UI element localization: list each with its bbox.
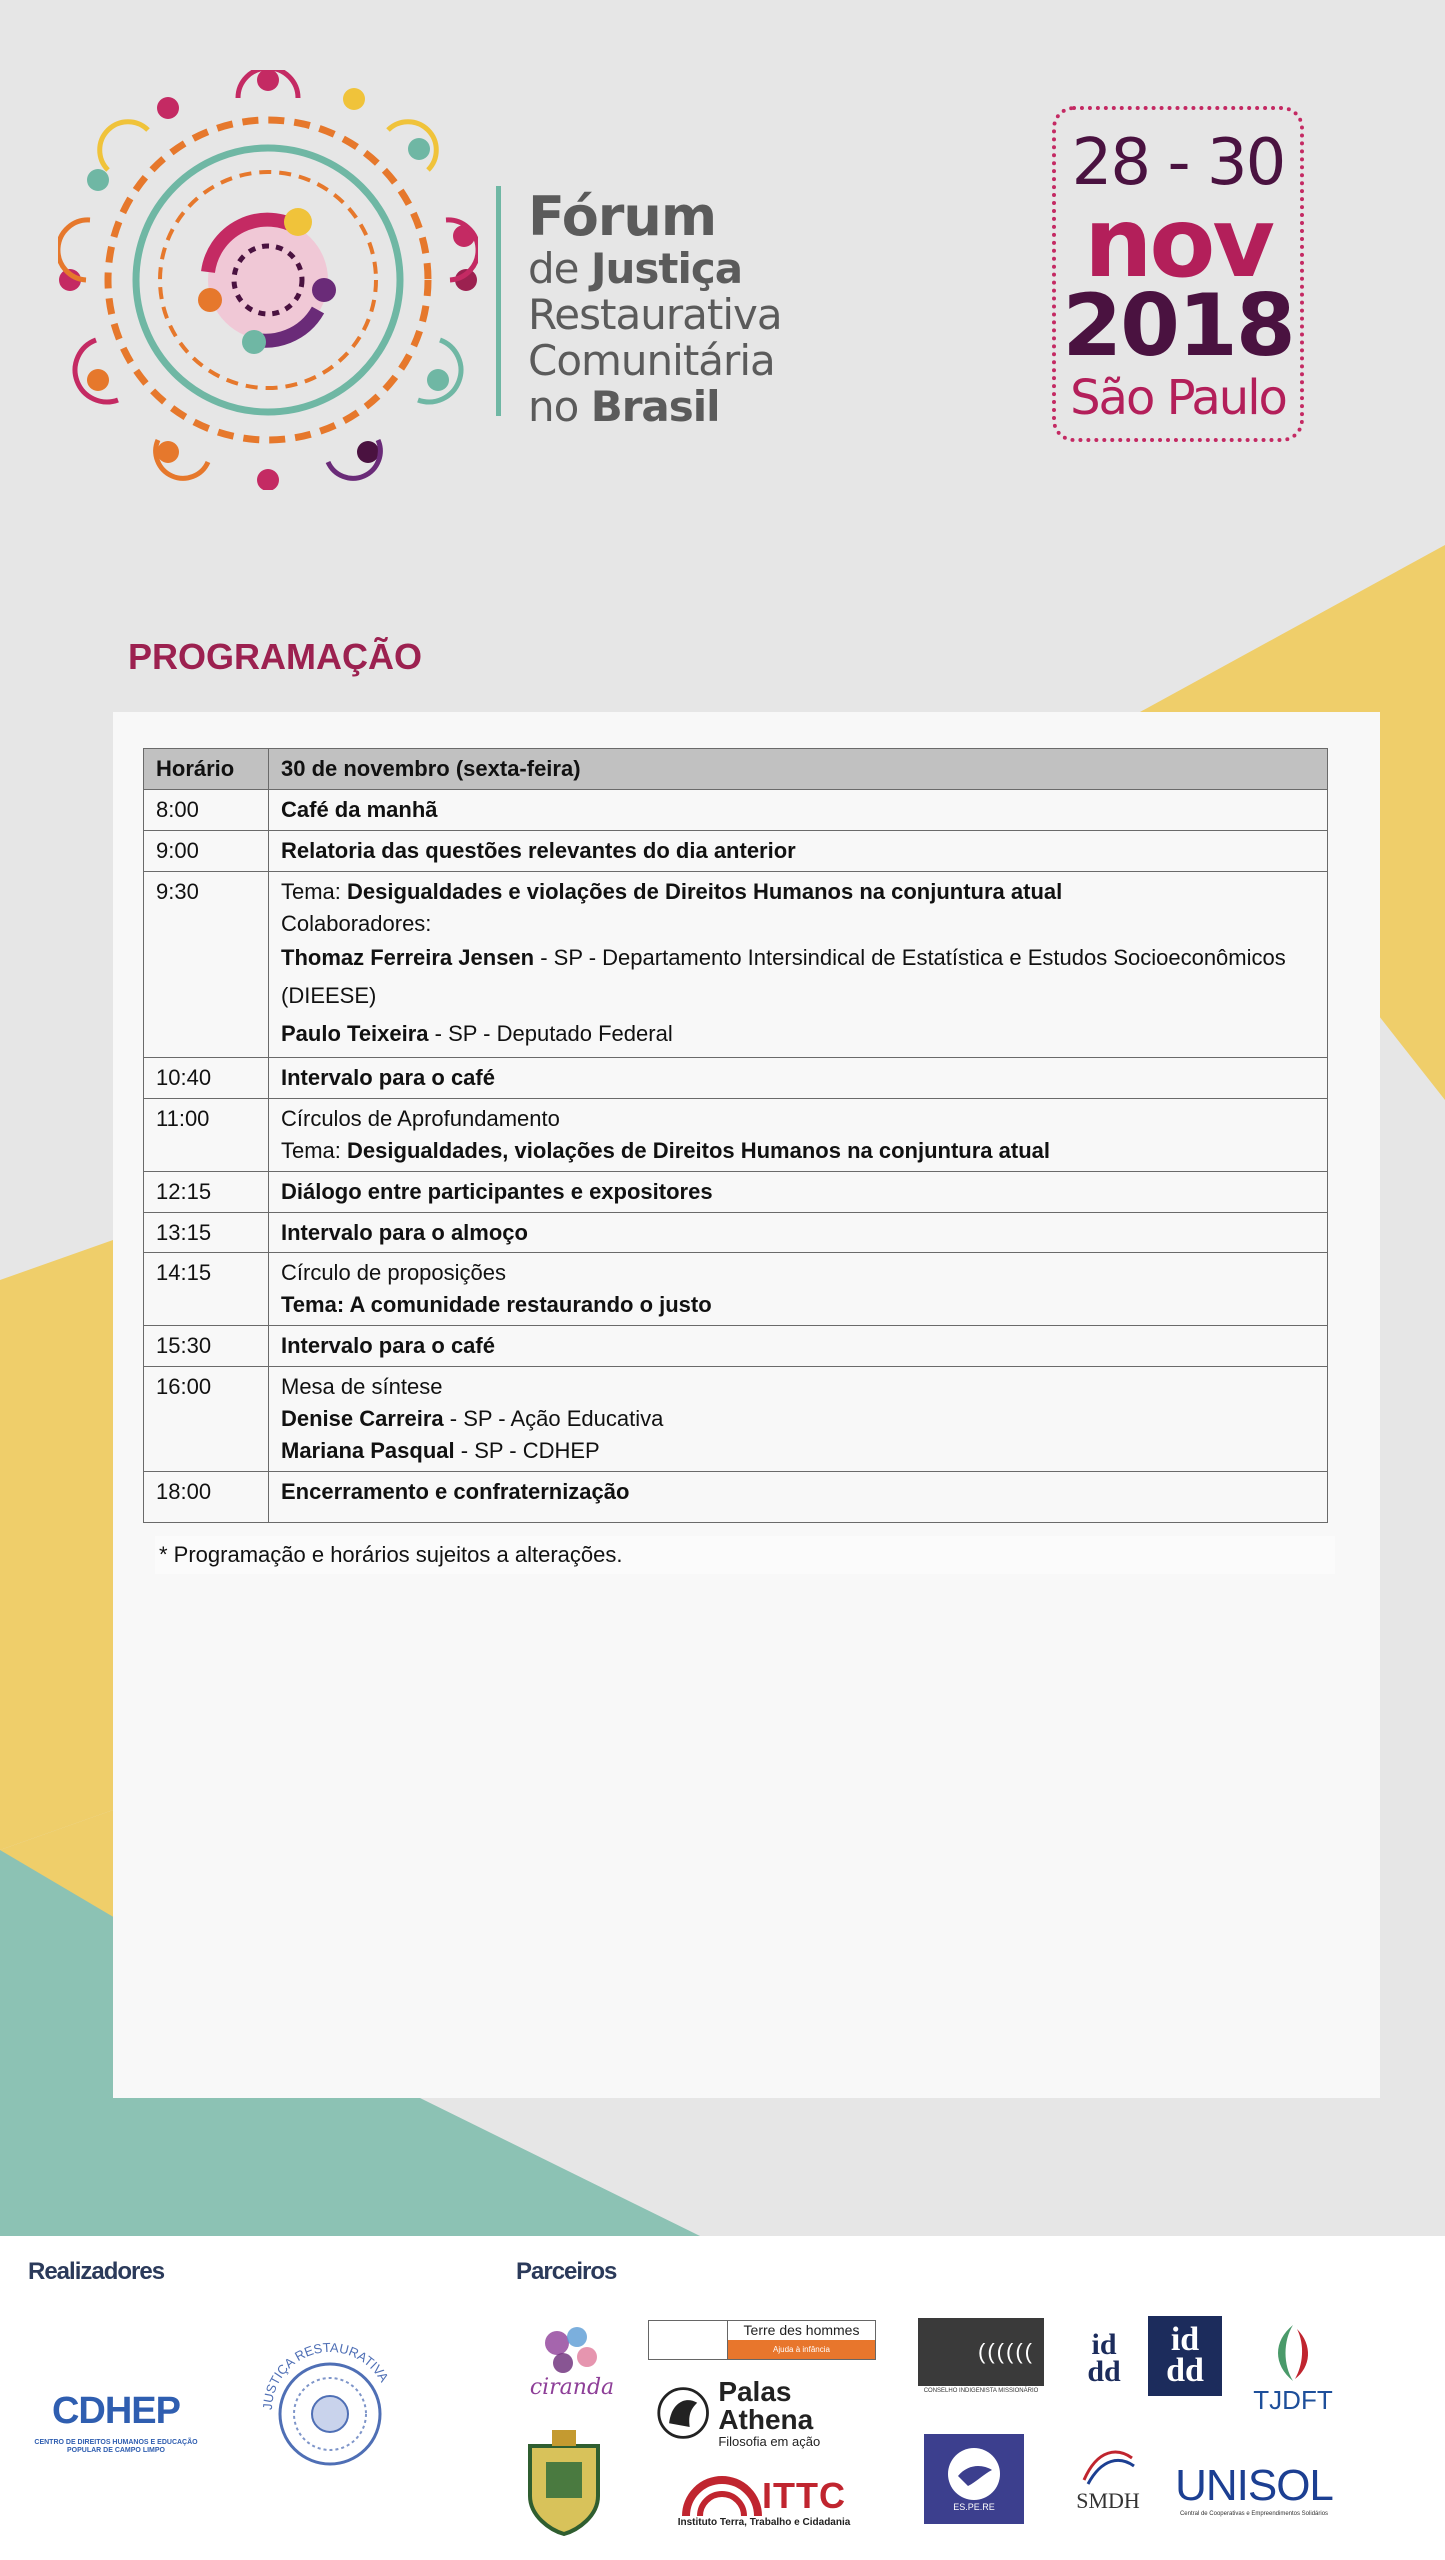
table-row [144, 1367, 1328, 1472]
cimi-subtitle: CONSELHO INDIGENISTA MISSIONÁRIO [923, 2388, 1039, 2394]
smdh-name: SMDH [1076, 2488, 1140, 2513]
table-row [144, 1057, 1328, 1098]
row-activity [269, 871, 1328, 1057]
row-activity [269, 830, 1328, 871]
activity-title: Intervalo para o almoço [281, 1219, 528, 1245]
terre-des-hommes-logo [648, 2320, 876, 2360]
table-row [144, 1471, 1328, 1522]
speaker-line [281, 1403, 1315, 1435]
row-time: 13:15 [144, 1212, 269, 1253]
header-day: 30 de novembro (sexta-feira) [269, 749, 1328, 790]
iddd-bottom: dd [1087, 2355, 1121, 2388]
tjdft-name: TJDFT [1253, 2384, 1333, 2415]
table-row [144, 871, 1328, 1057]
row-activity [269, 1471, 1328, 1522]
row-time: 12:15 [144, 1171, 269, 1212]
speaker-role: - SP - Departamento Intersindical de Estatística e Estudos Socioeconômicos (DIEESE) [281, 945, 1286, 1009]
row-time: 9:30 [144, 871, 269, 1057]
ittc-top [682, 2475, 846, 2517]
tema-label: Tema: [281, 878, 348, 904]
activity-tema [281, 1135, 1315, 1167]
speaker-line [281, 1015, 1315, 1053]
tema-text: Desigualdades e violações de Direitos Humanos na conjuntura atual [347, 878, 1063, 904]
tdh-name: Terre des hommes [728, 2321, 875, 2340]
table-row [144, 830, 1328, 871]
forum-title-line2 [528, 244, 782, 293]
forum-title-line4: Comunitária [528, 336, 775, 385]
row-time: 10:40 [144, 1057, 269, 1098]
speaker-role: - SP - CDHEP [454, 1437, 600, 1463]
date-range: 28 - 30 [1071, 126, 1285, 200]
speaker-line [281, 939, 1315, 1015]
row-time: 16:00 [144, 1367, 269, 1472]
activity-line: Círculo de proposições [281, 1260, 507, 1286]
activity-title: Intervalo para o café [281, 1064, 495, 1090]
justica-restaurativa-seal [252, 2332, 408, 2488]
speaker-name: Paulo Teixeira [281, 1021, 429, 1047]
tdh-subtitle: Ajuda à infância [728, 2340, 875, 2359]
row-activity [269, 1212, 1328, 1253]
row-activity [269, 789, 1328, 830]
palas-athena-logo [656, 2375, 882, 2449]
iddd-logo-light [1076, 2320, 1132, 2396]
coat-of-arms-icon [516, 2426, 612, 2536]
table-row [144, 789, 1328, 830]
activity-title: Encerramento e confraternização [281, 1478, 630, 1504]
forum-title-justica: Justiça [590, 244, 743, 293]
smdh-logo [1062, 2434, 1154, 2524]
colab-label: Colaboradores: [281, 910, 432, 936]
row-activity [269, 1253, 1328, 1326]
activity-line: Círculos de Aprofundamento [281, 1105, 560, 1131]
iddd-top: id [1091, 2328, 1117, 2361]
activity-title: Diálogo entre participantes e expositores [281, 1178, 713, 1204]
row-time: 14:15 [144, 1253, 269, 1326]
forum-title [528, 185, 782, 431]
cdhep-logo [28, 2362, 204, 2482]
iddd-logo-dark [1148, 2316, 1222, 2396]
tdh-face-icon [649, 2321, 728, 2359]
row-time: 11:00 [144, 1098, 269, 1171]
activity-title: Relatoria das questões relevantes do dia anterior [281, 837, 796, 863]
row-time: 15:30 [144, 1326, 269, 1367]
footer-sponsors [0, 2236, 1445, 2560]
forum-title-line1: Fórum [528, 185, 717, 248]
date-year: 2018 [1062, 276, 1294, 377]
table-row [144, 1212, 1328, 1253]
date-month: nov [1084, 187, 1272, 299]
ciranda-name: ciranda [529, 2374, 615, 2400]
activity-tema: Tema: A comunidade restaurando o justo [281, 1292, 712, 1318]
ciranda-logo [516, 2316, 628, 2408]
speaker-line [281, 1435, 1315, 1467]
cimi-feather-icon: (((((( [918, 2318, 1044, 2386]
table-row [144, 1253, 1328, 1326]
palas-subtitle: Filosofia em ação [718, 2433, 821, 2449]
smdh-swirl-icon [1078, 2444, 1138, 2488]
header-time: Horário [144, 749, 269, 790]
activity-title: Intervalo para o café [281, 1333, 495, 1359]
palas-name: Palas Athena [718, 2375, 814, 2435]
activity-tema [281, 876, 1315, 908]
unisol-logo [1166, 2456, 1342, 2522]
speaker-role: - SP - Ação Educativa [443, 1405, 664, 1431]
table-row [144, 1326, 1328, 1367]
speaker-name: Thomaz Ferreira Jensen [281, 945, 535, 971]
row-time: 18:00 [144, 1471, 269, 1522]
iddd-top: id [1170, 2321, 1200, 2359]
forum-logo-mandala [58, 70, 478, 490]
forum-title-de: de [528, 244, 579, 293]
forum-title-line3: Restaurativa [528, 290, 782, 339]
ittc-name: ITTC [762, 2474, 846, 2516]
row-activity [269, 1098, 1328, 1171]
date-city: São Paulo [1070, 370, 1286, 427]
event-date-box [1052, 106, 1304, 442]
unisol-name: UNISOL [1175, 2461, 1333, 2510]
cdhep-subtitle: CENTRO DE DIREITOS HUMANOS E EDUCAÇÃO POPULAR DE CAMPO LIMPO [34, 2438, 198, 2454]
row-activity [269, 1367, 1328, 1472]
iddd-bottom: dd [1166, 2352, 1204, 2389]
svg-text:JUSTIÇA RESTAURATIVA: JUSTIÇA RESTAURATIVA [259, 2339, 392, 2411]
schedule-header-row [144, 749, 1328, 790]
table-row [144, 1171, 1328, 1212]
row-activity [269, 1171, 1328, 1212]
cimi-logo [918, 2316, 1044, 2396]
tdh-text [728, 2321, 875, 2359]
activity-line: Mesa de síntese [281, 1374, 443, 1400]
unisol-subtitle: Central de Cooperativas e Empreendimentos Solidários [1179, 2511, 1329, 2517]
speaker-name: Mariana Pasqual [281, 1437, 455, 1463]
palas-text [718, 2375, 882, 2449]
forum-title-no: no [528, 382, 579, 431]
ittc-logo [664, 2458, 864, 2544]
realizadores-label: Realizadores [28, 2258, 165, 2285]
cdhep-name: CDHEP [51, 2389, 181, 2432]
row-activity [269, 1326, 1328, 1367]
row-activity [269, 1057, 1328, 1098]
athena-head-icon [656, 2384, 710, 2442]
ittc-subtitle: Instituto Terra, Trabalho e Cidadania [677, 2516, 851, 2528]
dove-icon [946, 2446, 1002, 2502]
tema-label: Tema: [281, 1137, 348, 1163]
speaker-name: Denise Carreira [281, 1405, 444, 1431]
tjdft-icon [1271, 2321, 1315, 2385]
ciranda-icon [537, 2325, 607, 2375]
tema-text: Desigualdades, violações de Direitos Humanos na conjuntura atual [347, 1137, 1050, 1163]
section-title: PROGRAMAÇÃO [128, 636, 422, 677]
speaker-role: - SP - Deputado Federal [428, 1021, 673, 1047]
espe-logo [924, 2434, 1024, 2524]
row-time: 8:00 [144, 789, 269, 830]
espe-name: ES.PE.RE [953, 2502, 995, 2512]
tjdft-logo [1248, 2316, 1338, 2420]
schedule-note: * Programação e horários sujeitos a alterações. [155, 1536, 1335, 1574]
title-divider [496, 186, 501, 416]
parceiros-label: Parceiros [516, 2258, 617, 2285]
forum-title-brasil: Brasil [590, 382, 720, 431]
table-row [144, 1098, 1328, 1171]
schedule-table [143, 748, 1328, 1523]
forum-title-line5 [528, 382, 782, 431]
ittc-arc-icon [682, 2476, 762, 2516]
row-time: 9:00 [144, 830, 269, 871]
activity-title: Café da manhã [281, 796, 438, 822]
